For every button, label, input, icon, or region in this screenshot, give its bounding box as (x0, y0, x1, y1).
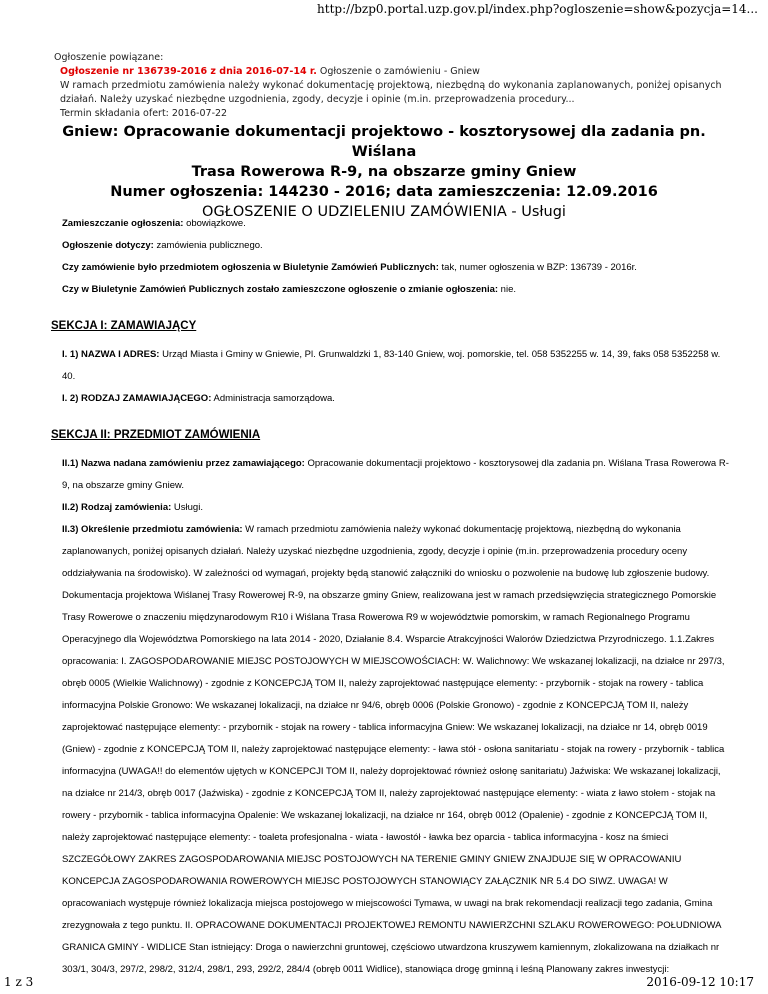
related-notice-rest: Ogłoszenie o zamówieniu - Gniew (316, 66, 480, 77)
print-datetime: 2016-09-12 10:17 (646, 975, 754, 989)
intro-value: obowiązkowe. (183, 218, 246, 229)
title-line-2: Trasa Rowerowa R-9, na obszarze gminy Gniew (191, 164, 577, 180)
title-line-1: Gniew: Opracowanie dokumentacji projektowo - kosztorysowej dla zadania pn. Wiślana (62, 124, 706, 160)
section-item-label: I. 1) NAZWA I ADRES: (62, 349, 160, 360)
section-item-label: II.1) Nazwa nadana zamówieniu przez zamawiającego: (62, 458, 305, 469)
title-line-4: OGŁOSZENIE O UDZIELENIU ZAMÓWIENIA - Usługi (202, 204, 566, 220)
intro-label: Zamieszczanie ogłoszenia: (62, 218, 184, 229)
intro-value: nie. (498, 284, 517, 295)
intro-value: tak, numer ogłoszenia w BZP: 136739 - 2016r. (438, 262, 637, 273)
intro-label: Czy w Biuletynie Zamówień Publicznych zostało zamieszczone ogłoszenie o zmianie ogłoszenia: (62, 284, 499, 295)
related-notice-link[interactable]: Ogłoszenie nr 136739-2016 z dnia 2016-07-14 r. (60, 66, 317, 77)
section-item-value: Urząd Miasta i Gminy w Gniewie, Pl. Grunwaldzki 1, 83-140 Gniew, woj. pomorskie, tel. 058 5352255 w. 14, 39, faks 058 5352258 w. 40. (62, 349, 721, 382)
page-url: http://bzp0.portal.uzp.gov.pl/index.php?ogloszenie=show&pozycja=14... (317, 2, 758, 16)
related-body (54, 65, 754, 121)
related-label: Ogłoszenie powiązane: (54, 52, 164, 63)
intro-label: Ogłoszenie dotyczy: (62, 240, 154, 251)
section-item-value: Administracja samorządowa. (211, 393, 335, 404)
title-line-3: Numer ogłoszenia: 144230 - 2016; data zamieszczenia: 12.09.2016 (110, 184, 658, 200)
page-title (40, 122, 728, 222)
intro-label: Czy zamówienie było przedmiotem ogłoszenia w Biuletynie Zamówień Publicznych: (62, 262, 439, 273)
section-item-label: I. 2) RODZAJ ZAMAWIAJĄCEGO: (62, 393, 212, 404)
section-item-label: II.3) Określenie przedmiotu zamówienia: (62, 524, 243, 535)
notice-content (51, 213, 732, 981)
section-1-heading: SEKCJA I: ZAMAWIAJĄCY (51, 320, 197, 332)
section-2-heading: SEKCJA II: PRZEDMIOT ZAMÓWIENIA (51, 429, 261, 441)
related-deadline: Termin składania ofert: 2016-07-22 (60, 108, 228, 119)
section-item-value: Usługi. (171, 502, 203, 513)
related-description: W ramach przedmiotu zamówienia należy wykonać dokumentację projektową, niezbędną do wykonania zaplanowanych, poniżej opisanych działań. Należy uzyskać niezbędne uzgodnienia, zgody, decyzje i opinie (m.in. przeprowadzenia procedury... (60, 80, 722, 105)
section-item-value: W ramach przedmiotu zamówienia należy wykonać dokumentację projektową, niezbędną do wykonania zaplanowanych, poniżej opisanych działań. Należy uzyskać niezbędne uzgodnienia, zgody, decyzje i opinie (m.in. przeprowadzenia procedury oceny oddziaływania na środowisko). W zależności od wymagań, projekty będą stanowić załączniki do wniosku o pozwolenie na budowę lub zgłoszenie budowy. Dokumentacja projektowa Wiślanej Trasy Rowerowej R-9, na obszarze gminy Gniew, realizowana jest w ramach przedsięwzięcia strategicznego Pomorskie Trasy Rowerowe o znaczeniu międzynarodowym R10 i Wiślana Trasa Rowerowa R9 w województwie pomorskim, w ramach Regionalnego Programu Operacyjnego dla Województwa Pomorskiego na lata 2014 - 2020, Działanie 8.4. Wsparcie Atrakcyjności Walorów Dziedzictwa Przyrodniczego. 1.1.Zakres opracowania: I. ZAGOSPODAROWANIE MIEJSC POSTOJOWYCH W MIEJSCOWOŚCIACH: W. Walichnowy: We wskazanej lokalizacji, na działce nr 297/3, obręb 0005 (Wielkie Walichnowy) - zgodnie z KONCEPCJĄ TOM II, należy zaprojektować następujące elementy: - przybornik - stojak na rowery - tablica informacyjna Polskie Gronowo: We wskazanej lokalizacji, na działce nr 94/6, obręb 0006 (Polskie Gronowo) - zgodnie z KONCEPCJĄ TOM II, należy zaprojektować następujące elementy: - przybornik - stojak na rowery - tablica informacyjna Gniew: We wskazanej lokalizacji, na działce nr 14, obręb 0019 (Gniew) - zgodnie z KONCEPCJĄ TOM II, należy zaprojektować następujące elementy: - ława stół - osłona sanitariatu - stojak na rowery - przybornik - tablica informacyjna (UWAGA!! do elementów ujętych w KONCEPCJI TOM II, należy doprojektować również osłonę sanitariatu) Jaźwiska: We wskazanej lokalizacji, na działce nr 214/3, obręb 0017 (Jaźwiska) - zgodnie z KONCEPCJĄ TOM II, należy zaprojektować następujące elementy: - wiata z ławo stołem - stojak na rowery - przybornik - tablica informacyjna Opalenie: We wskazanej lokalizacji, na działce nr 164, obręb 0012 (Opalenie) - zgodnie z KONCEPCJĄ TOM II, należy zaprojektować następujące elementy: - toaleta profesjonalna - wiata - ławostół - ławka bez oparcia - tablica informacyjna - kosz na śmieci SZCZEGÓŁOWY ZAKRES ZAGOSPODAROWANIA MIEJSC POSTOJOWYCH NA TERENIE GMINY GNIEW ZNAJDUJE SIĘ W OPRACOWANIU KONCEPCJA ZAGOSPODAROWANIA ROWEROWYCH MIEJSC POSTOJOWYCH STANOWIĄCY ZAŁĄCZNIK NR 5.4 DO SIWZ. UWAGA! W opracowaniach występuje również lokalizacja miejsca postojowego w miejscowości Tymawa, w uwagi na brak rekomendacji realizacji tego zadania, Gmina zrezygnowała z tego punktu. II. OPRACOWANE DOKUMENTACJI PROJEKTOWEJ REMONTU NAWIERZCHNI SZLAKU ROWEROWEGO: POŁUDNIOWA GRANICA GMINY - WIDLICE Stan istniejący: Droga o nawierzchni gruntowej, częściowo utwardzona kruszywem kamiennym, zlokalizowana na działkach nr 303/1, 304/3, 297/2, 298/2, 312/4, 298/1, 293, 292/2, 284/4 (obręb 0011 Widlice), stanowiąca drogę gminną i leśną Planowany zakres inwestycji: (62, 524, 725, 975)
section-item-value: Opracowanie dokumentacji projektowo - kosztorysowej dla zadania pn. Wiślana Trasa Rowerowa R-9, na obszarze gminy Gniew. (62, 458, 729, 491)
intro-value: zamówienia publicznego. (153, 240, 263, 251)
related-notice (54, 51, 754, 121)
section-item-label: II.2) Rodzaj zamówienia: (62, 502, 172, 513)
page-counter: 1 z 3 (4, 975, 34, 989)
